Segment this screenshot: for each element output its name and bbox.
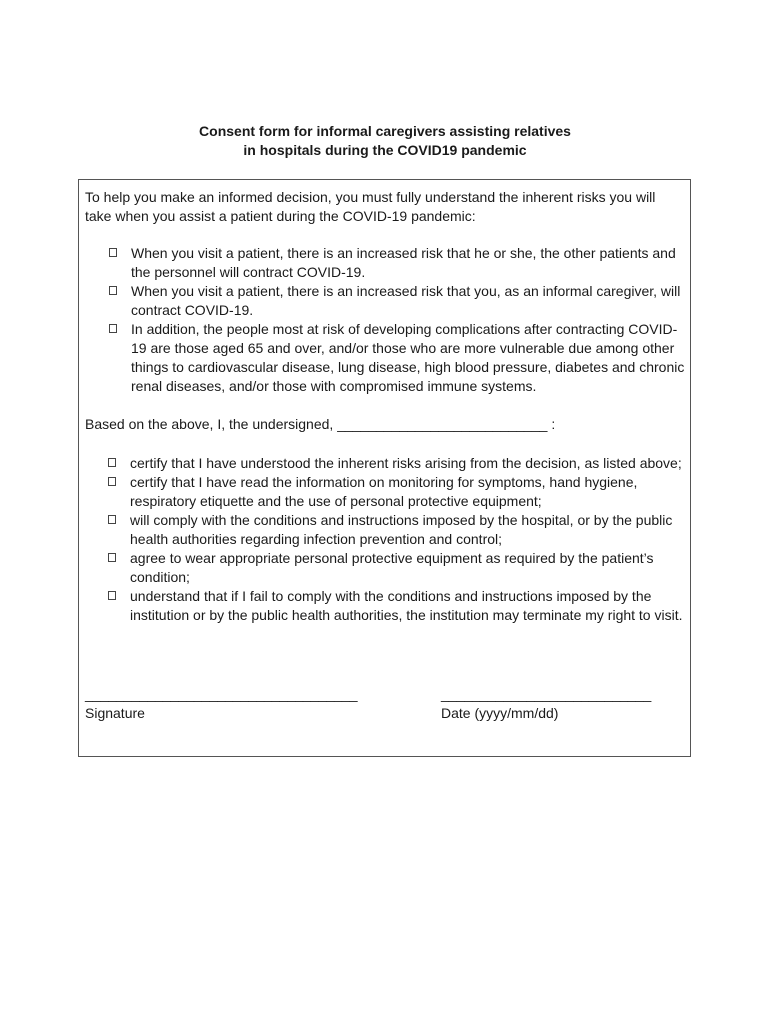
risk-text: In addition, the people most at risk of developing complications after contracting COVID-19 are those aged 65 and over, and/or those who are more vulnerable due among other things to cardiovascular disease, lung disease, high blood pressure, diabetes and chronic renal diseases, and/or those with compromised immune systems.	[131, 321, 685, 394]
checkbox[interactable]	[108, 591, 116, 600]
checkbox[interactable]	[109, 248, 117, 257]
checkbox[interactable]	[108, 458, 116, 467]
checkbox[interactable]	[109, 286, 117, 295]
date-label: Date (yyyy/mm/dd)	[441, 705, 559, 721]
agreement-text: certify that I have read the information on monitoring for symptoms, hand hygiene, respiratory etiquette and the use of personal protective equipment;	[130, 474, 638, 509]
checkbox[interactable]	[108, 553, 116, 562]
list-item	[109, 320, 689, 396]
list-item	[108, 549, 688, 587]
checkbox[interactable]	[109, 324, 117, 333]
agreement-list	[108, 454, 688, 625]
consent-form-box	[78, 179, 691, 757]
agreement-text: agree to wear appropriate personal protective equipment as required by the patient’s condition;	[130, 550, 654, 585]
date-field[interactable]: ___________________________	[441, 686, 652, 702]
list-item	[109, 282, 689, 320]
agreement-text: will comply with the conditions and instructions imposed by the hospital, or by the public health authorities regarding infection prevention and control;	[130, 512, 673, 547]
list-item	[108, 473, 688, 511]
form-title-line-2: in hospitals during the COVID19 pandemic	[243, 142, 527, 158]
risk-list	[109, 244, 689, 396]
undersigned-statement	[85, 415, 683, 434]
list-item	[109, 244, 689, 282]
agreement-text: understand that if I fail to comply with the conditions and instructions imposed by the institution or by the public health authorities, the institution may terminate my right to visit.	[130, 588, 683, 623]
risk-text: When you visit a patient, there is an increased risk that you, as an informal caregiver, will contract COVID-19.	[131, 283, 681, 318]
undersigned-name-field[interactable]: ___________________________	[337, 416, 548, 432]
agreement-text: certify that I have understood the inherent risks arising from the decision, as listed above;	[130, 455, 682, 471]
checkbox[interactable]	[108, 477, 116, 486]
undersigned-suffix: :	[551, 416, 556, 432]
checkbox[interactable]	[108, 515, 116, 524]
signature-field[interactable]: ___________________________________	[85, 686, 358, 702]
list-item	[108, 454, 688, 473]
list-item	[108, 587, 688, 625]
signature-label: Signature	[85, 705, 145, 721]
undersigned-prefix: Based on the above, I, the undersigned,	[85, 416, 334, 432]
intro-paragraph: To help you make an informed decision, you must fully understand the inherent risks you will take when you assist a patient during the COVID-19 pandemic:	[85, 189, 656, 224]
list-item	[108, 511, 688, 549]
risk-text: When you visit a patient, there is an increased risk that he or she, the other patients and the personnel will contract COVID-19.	[131, 245, 676, 280]
form-title-line-1: Consent form for informal caregivers assisting relatives	[199, 123, 571, 139]
form-title	[0, 122, 770, 160]
